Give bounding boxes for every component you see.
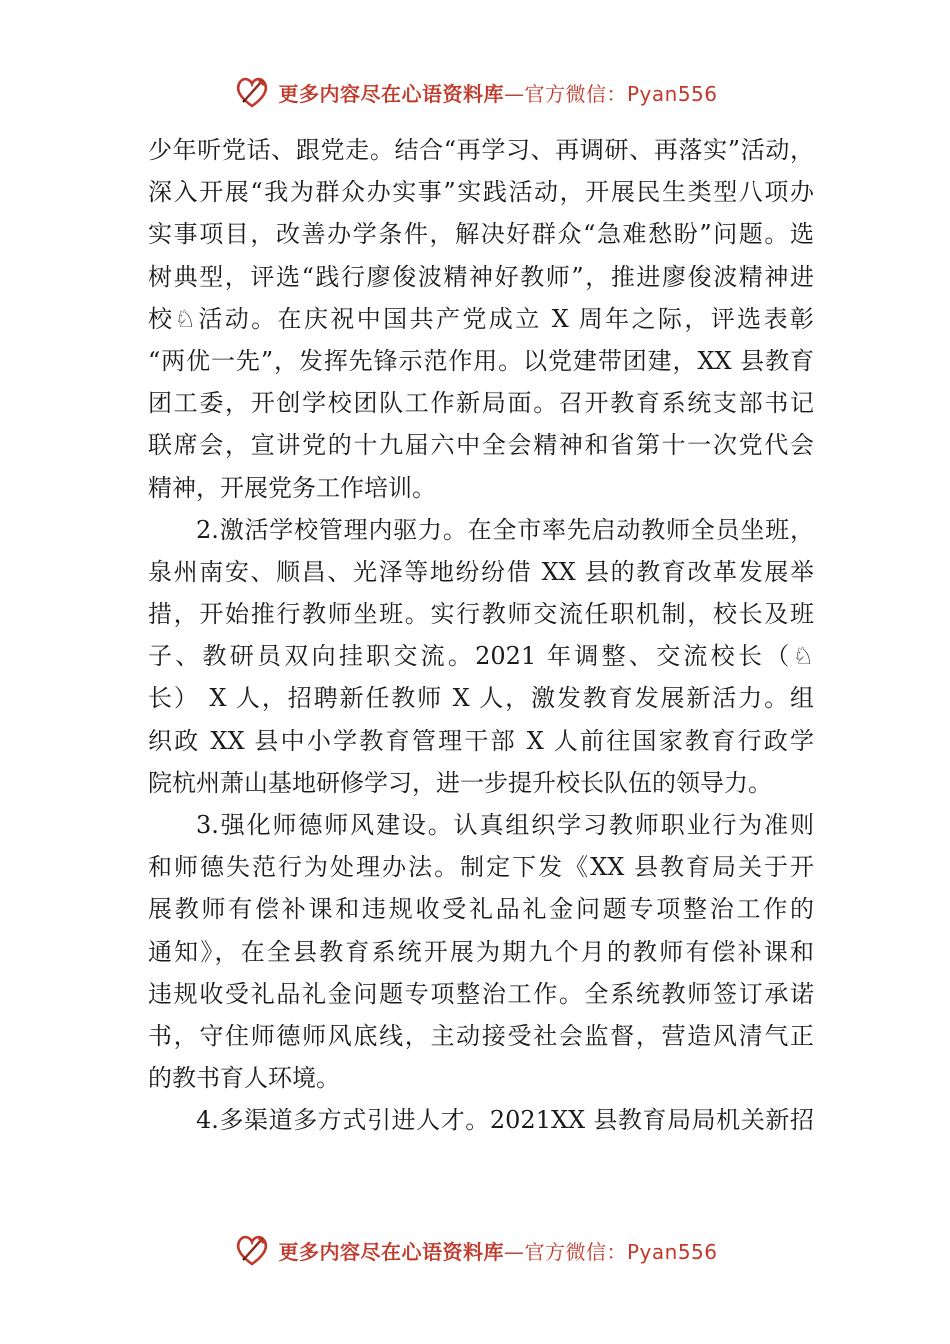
text-line: 展教师有偿补课和违规收受礼品礼金问题专项整治工作的 (148, 895, 814, 924)
separator-text: — (503, 1239, 525, 1264)
header-banner (0, 70, 950, 114)
wechat-id: Pyan556 (626, 1239, 718, 1264)
text-line: 书，守住师德师风底线，主动接受社会监督，营造风清气正 (148, 1021, 814, 1050)
text-line: 的教书育人环境。 (148, 1064, 340, 1093)
footer-banner (0, 1228, 950, 1272)
heart-pen-logo-icon (232, 1230, 272, 1270)
text-line: 织政 XX 县中小学教育管理干部 X 人前往国家教育行政学 (148, 726, 814, 755)
text-line: 联席会，宣讲党的十九届六中全会精神和省第十一次党代会 (148, 431, 814, 460)
text-line: 少年听党话、跟党走。结合“再学习、再调研、再落实”活动， (148, 136, 814, 164)
text-line: 子、教研员双向挂职交流。2021 年调整、交流校长（♘ (148, 642, 814, 671)
official-label: 官方微信： (524, 81, 627, 106)
text-line: 通知》，在全县教育系统开展为期九个月的教师有偿补课和 (148, 937, 814, 966)
text-line: 树典型，评选“践行廖俊波精神好教师”，推进廖俊波精神进 (148, 262, 814, 291)
document-body (148, 129, 814, 1142)
text-line: 实事项目，改善办学条件，解决好群众“急难愁盼”问题。选 (148, 220, 814, 249)
text-line: 违规收受礼品礼金问题专项整治工作。全系统教师签订承诺 (148, 979, 814, 1008)
wechat-id: Pyan556 (626, 81, 718, 106)
text-line: 2.激活学校管理内驱力。在全市率先启动教师全员坐班， (196, 515, 814, 544)
footer-banner-text (278, 1236, 717, 1265)
text-line: 深入开展“我为群众办实事”实践活动，开展民生类型八项办 (148, 178, 814, 207)
paragraph (148, 509, 814, 804)
official-label: 官方微信： (524, 1239, 627, 1264)
brand-text: 更多内容尽在心语资料库 (278, 1239, 504, 1264)
text-line: 3.强化师德师风建设。认真组织学习教师职业行为准则 (196, 811, 814, 839)
text-line: 和师德失范行为处理办法。制定下发《XX 县教育局关于开 (148, 853, 814, 882)
text-line: 措，开始推行教师坐班。实行教师交流任职机制，校长及班 (148, 600, 814, 629)
header-banner-text (278, 78, 717, 107)
text-line: 长） X 人，招聘新任教师 X 人，激发教育发展新活力。组 (148, 684, 814, 713)
paragraph (148, 129, 814, 509)
text-line: 精神，开展党务工作培训。 (148, 473, 436, 502)
brand-text: 更多内容尽在心语资料库 (278, 81, 504, 106)
text-line: 4.多渠道多方式引进人才。2021XX 县教育局局机关新招 (196, 1106, 814, 1135)
text-line: “两优一先”，发挥先锋示范作用。以党建带团建，XX 县教育 (148, 346, 814, 375)
text-line: 泉州南安、顺昌、光泽等地纷纷借 XX 县的教育改革发展举 (148, 557, 814, 586)
text-line: 校♘活动。在庆祝中国共产党成立 X 周年之际，评选表彰 (148, 304, 814, 333)
text-line: 团工委，开创学校团队工作新局面。召开教育系统支部书记 (148, 389, 814, 418)
text-line: 院杭州萧山基地研修学习，进一步提升校长队伍的领导力。 (148, 768, 772, 797)
separator-text: — (503, 81, 525, 106)
paragraph (148, 1099, 814, 1141)
heart-pen-logo-icon (232, 72, 272, 112)
paragraph (148, 804, 814, 1099)
